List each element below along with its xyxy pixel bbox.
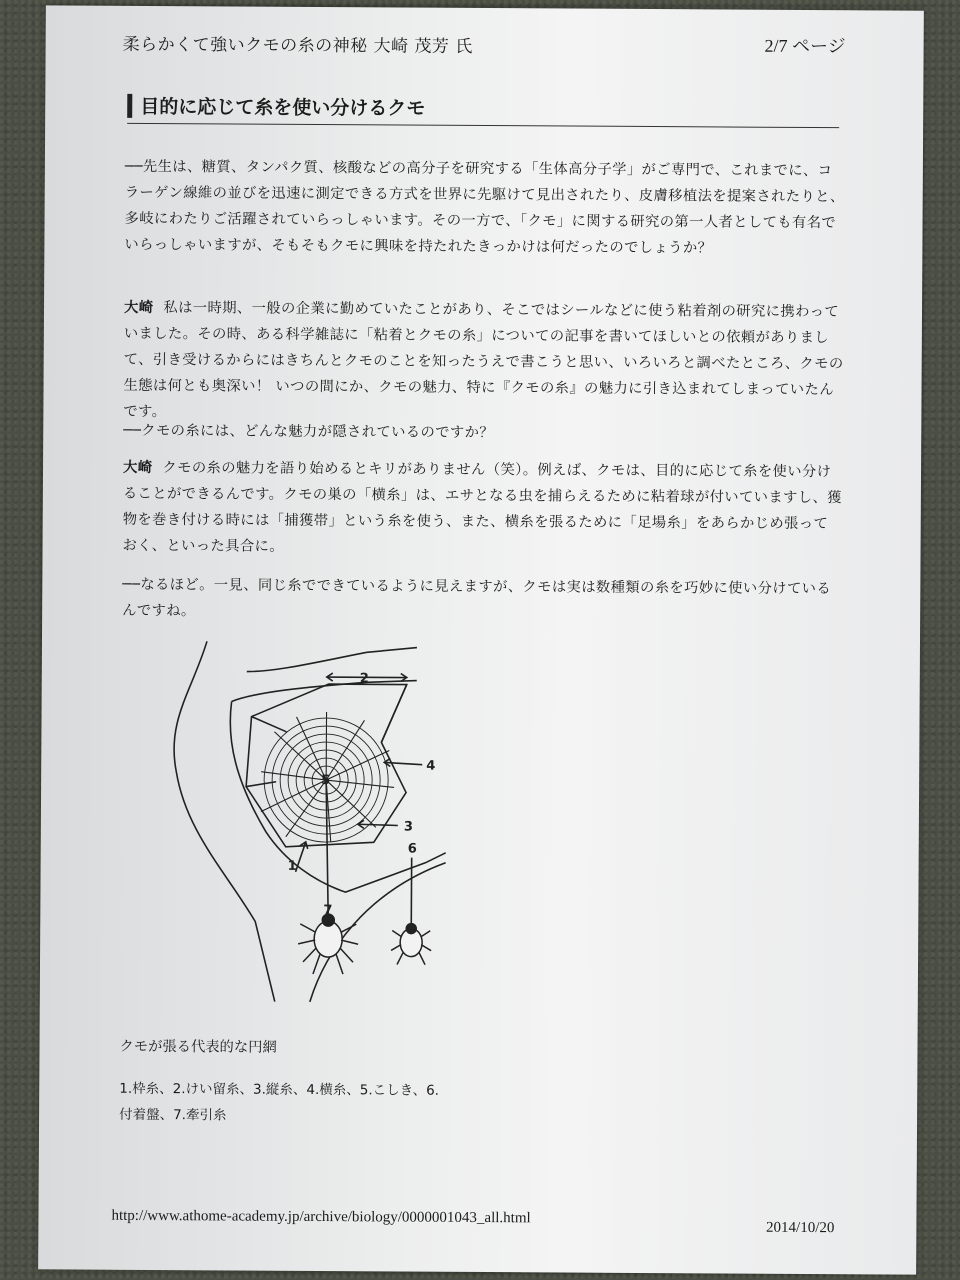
label-5: 5 xyxy=(321,773,331,789)
tree-trunk-right xyxy=(229,701,446,892)
tree-trunk-left xyxy=(172,641,276,1002)
question-paragraph: ──クモの糸には、どんな魅力が隠されているのですか？ xyxy=(123,422,495,442)
question-paragraph: ──なるほど。一見、同じ糸でできているように見えますが、クモは実は数種類の糸を巧妙に使い分けているんですね。 xyxy=(122,576,832,620)
label-6: 6 xyxy=(407,841,417,857)
label-4: 4 xyxy=(426,758,436,774)
answer-text: クモの糸の魅力を語り始めるとキリがありません（笑）。例えば、クモは、目的に応じて糸を使い分けることができるんです。クモの巣の「横糸」は、エサとなる虫を捕らえるために粘着球が付いていますし、獲物を巻き付ける時には「捕獲帯」という糸を使う、また、横糸を張るために「足場糸」をあらかじめ張っておく、といった具合に。 xyxy=(122,460,842,555)
branch-top-lower xyxy=(232,679,417,702)
label-7: 7 xyxy=(323,903,333,919)
footer-date: 2014/10/20 xyxy=(766,1219,835,1237)
speaker-name: 大崎 xyxy=(122,459,153,476)
label-2: 2 xyxy=(359,671,369,687)
dragline-thread xyxy=(325,780,329,922)
footer-url: http://www.athome-academy.jp/archive/biology/0000001043_all.html xyxy=(111,1207,531,1227)
figure-caption-title: クモが張る代表的な円網 xyxy=(119,1038,277,1056)
header-title: 柔らかくて強いクモの糸の神秘 大崎 茂芳 氏 xyxy=(122,34,473,57)
label-3: 3 xyxy=(403,819,413,835)
figure-caption-list: 1.枠糸、2.けい留糸、3.縦糸、4.横糸、5.こしき、6.付着盤、7.牽引糸 xyxy=(119,1080,440,1124)
heading-bar xyxy=(127,93,132,117)
section-heading xyxy=(127,92,839,128)
branch-top-upper xyxy=(247,647,417,673)
page-number: 2/7 ページ xyxy=(764,35,846,57)
orb-web-illustration xyxy=(135,631,487,1003)
answer-paragraph xyxy=(122,455,843,563)
question-paragraph: ──先生は、糖質、タンパク質、核酸などの高分子を研究する「生体高分子学」がご専門で、これまでに、コラーゲン線維の並びを迅速に測定できる方式を世界に先駆けて見出されたり、皮膚移植法を提案されたりと、多岐にわたりご活躍されていらっしゃいます。その一方で、「クモ」に関する研究の第一人者としても有名でいらっしゃいますが、そもそもクモに興味を持たれたきっかけは何だったのでしょうか？ xyxy=(124,158,845,257)
label-1: 1 xyxy=(287,858,297,874)
section-heading-text: 目的に応じて糸を使い分けるクモ xyxy=(140,95,426,120)
answer-paragraph xyxy=(123,295,844,429)
document-page xyxy=(38,5,924,1274)
answer-text: 私は一時期、一般の企業に勤めていたことがあり、そこではシールなどに使う粘着剤の研究に携わっていました。その時、ある科学雑誌に「粘着とクモの糸」についての記事を書いてほしいとの依頼がありまして、引き受けるからにはきちんとクモのことを知ったうえで書こうと思い、いろいろと調べたところ、クモの生態は何とも奥深い！ いつの間にか、クモの魅力、特に『クモの糸』の魅力に引き込まれてしまっていたんです。 xyxy=(123,300,844,421)
speaker-name: 大崎 xyxy=(123,299,154,316)
